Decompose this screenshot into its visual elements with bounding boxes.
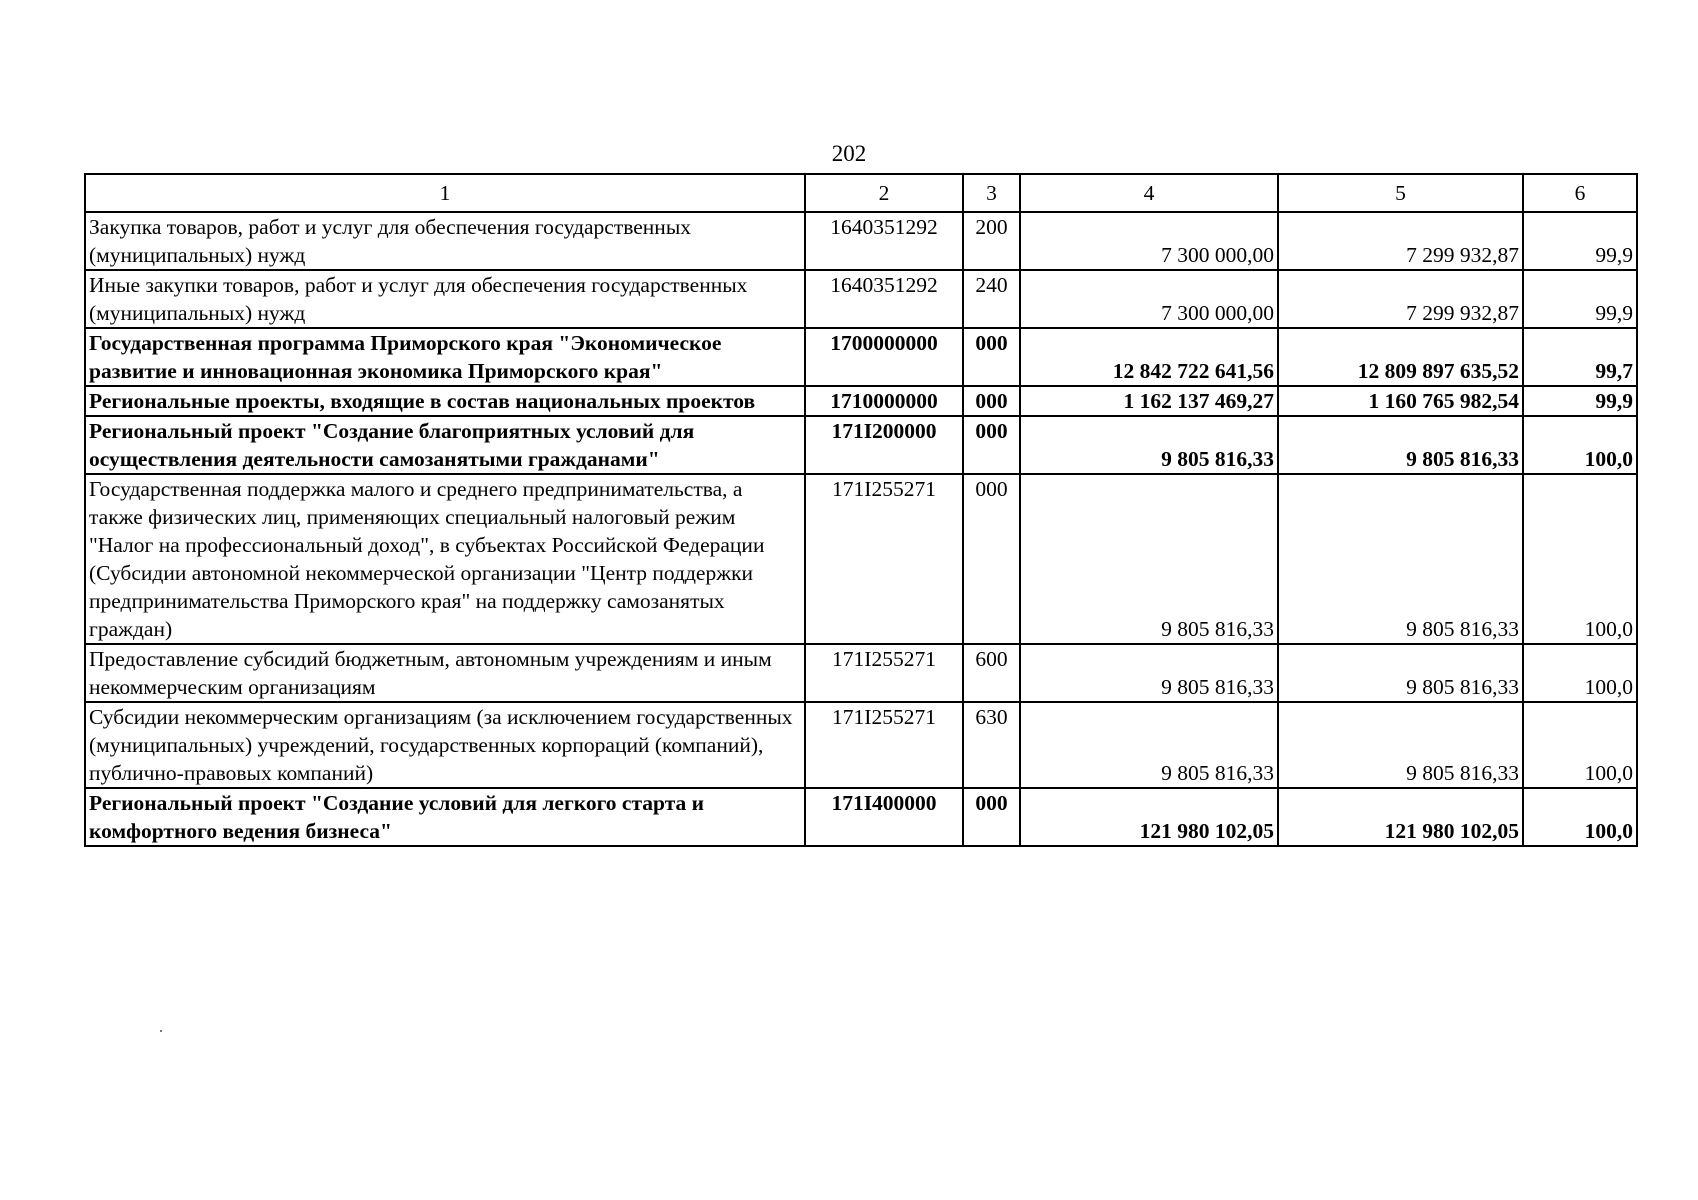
planned-amount-cell: 121 980 102,05	[1020, 788, 1278, 846]
item-name-cell: Региональный проект "Создание благоприятных условий для осуществления деятельности самозанятыми гражданами"	[85, 416, 805, 474]
table-row	[85, 474, 1637, 644]
expense-type-code-cell: 200	[963, 212, 1020, 270]
item-name-cell: Закупка товаров, работ и услуг для обеспечения государственных (муниципальных) нужд	[85, 212, 805, 270]
column-header-5: 5	[1278, 174, 1523, 212]
target-article-code-cell: 171I200000	[805, 416, 963, 474]
target-article-code-cell: 171I255271	[805, 702, 963, 788]
item-name-cell: Региональные проекты, входящие в состав национальных проектов	[85, 386, 805, 416]
executed-amount-cell: 9 805 816,33	[1278, 644, 1523, 702]
target-article-code-cell: 1710000000	[805, 386, 963, 416]
expense-type-code-cell: 630	[963, 702, 1020, 788]
executed-amount-cell: 9 805 816,33	[1278, 416, 1523, 474]
table-row	[85, 788, 1637, 846]
planned-amount-cell: 7 300 000,00	[1020, 212, 1278, 270]
execution-percent-cell: 100,0	[1523, 416, 1637, 474]
execution-percent-cell: 99,9	[1523, 270, 1637, 328]
target-article-code-cell: 1700000000	[805, 328, 963, 386]
budget-table	[84, 173, 1638, 847]
table-row	[85, 702, 1637, 788]
executed-amount-cell: 7 299 932,87	[1278, 212, 1523, 270]
execution-percent-cell: 100,0	[1523, 788, 1637, 846]
item-name-cell: Субсидии некоммерческим организациям (за исключением государственных (муниципальных) учреждений, государственных корпораций (компаний), публично-правовых компаний)	[85, 702, 805, 788]
planned-amount-cell: 1 162 137 469,27	[1020, 386, 1278, 416]
planned-amount-cell: 9 805 816,33	[1020, 644, 1278, 702]
column-header-6: 6	[1523, 174, 1637, 212]
item-name-cell: Предоставление субсидий бюджетным, автономным учреждениям и иным некоммерческим организациям	[85, 644, 805, 702]
table-row	[85, 644, 1637, 702]
table-row	[85, 270, 1637, 328]
table-body	[85, 174, 1637, 846]
planned-amount-cell: 7 300 000,00	[1020, 270, 1278, 328]
column-number-row	[85, 174, 1637, 212]
execution-percent-cell: 99,9	[1523, 212, 1637, 270]
execution-percent-cell: 99,9	[1523, 386, 1637, 416]
scan-speck	[160, 1030, 162, 1032]
executed-amount-cell: 12 809 897 635,52	[1278, 328, 1523, 386]
expense-type-code-cell: 240	[963, 270, 1020, 328]
target-article-code-cell: 1640351292	[805, 270, 963, 328]
target-article-code-cell: 1640351292	[805, 212, 963, 270]
executed-amount-cell: 1 160 765 982,54	[1278, 386, 1523, 416]
column-header-2: 2	[805, 174, 963, 212]
planned-amount-cell: 9 805 816,33	[1020, 474, 1278, 644]
target-article-code-cell: 171I255271	[805, 644, 963, 702]
table-row	[85, 386, 1637, 416]
column-header-4: 4	[1020, 174, 1278, 212]
planned-amount-cell: 9 805 816,33	[1020, 416, 1278, 474]
column-header-3: 3	[963, 174, 1020, 212]
page-number: 202	[831, 141, 867, 166]
item-name-cell: Государственная программа Приморского края "Экономическое развитие и инновационная экономика Приморского края"	[85, 328, 805, 386]
executed-amount-cell: 7 299 932,87	[1278, 270, 1523, 328]
item-name-cell: Иные закупки товаров, работ и услуг для обеспечения государственных (муниципальных) нужд	[85, 270, 805, 328]
item-name-cell: Государственная поддержка малого и среднего предпринимательства, а также физических лиц, применяющих специальный налоговый режим "Налог на профессиональный доход", в субъектах Российской Федерации (Субсидии автономной некоммерческой организации "Центр поддержки предпринимательства Приморского края" на поддержку самозанятых граждан)	[85, 474, 805, 644]
planned-amount-cell: 9 805 816,33	[1020, 702, 1278, 788]
column-header-1: 1	[85, 174, 805, 212]
expense-type-code-cell: 600	[963, 644, 1020, 702]
execution-percent-cell: 100,0	[1523, 644, 1637, 702]
target-article-code-cell: 171I400000	[805, 788, 963, 846]
expense-type-code-cell: 000	[963, 328, 1020, 386]
executed-amount-cell: 9 805 816,33	[1278, 702, 1523, 788]
expense-type-code-cell: 000	[963, 386, 1020, 416]
table-row	[85, 416, 1637, 474]
expense-type-code-cell: 000	[963, 474, 1020, 644]
execution-percent-cell: 100,0	[1523, 474, 1637, 644]
table-row	[85, 328, 1637, 386]
expense-type-code-cell: 000	[963, 788, 1020, 846]
expense-type-code-cell: 000	[963, 416, 1020, 474]
executed-amount-cell: 9 805 816,33	[1278, 474, 1523, 644]
target-article-code-cell: 171I255271	[805, 474, 963, 644]
execution-percent-cell: 100,0	[1523, 702, 1637, 788]
planned-amount-cell: 12 842 722 641,56	[1020, 328, 1278, 386]
table-row	[85, 212, 1637, 270]
execution-percent-cell: 99,7	[1523, 328, 1637, 386]
executed-amount-cell: 121 980 102,05	[1278, 788, 1523, 846]
item-name-cell: Региональный проект "Создание условий для легкого старта и комфортного ведения бизнеса"	[85, 788, 805, 846]
